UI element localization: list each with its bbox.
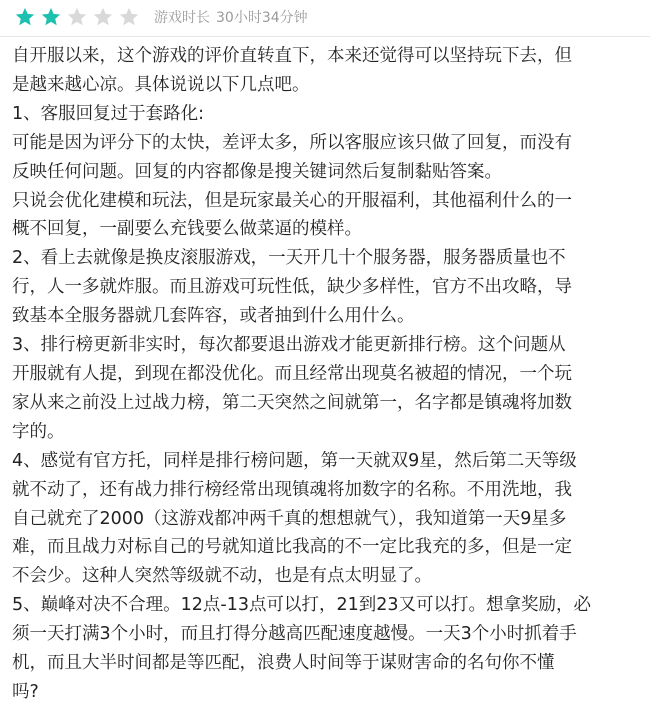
review-line: 须一天打满3个小时，而且打得分越高匹配速度越慢。一天3个小时抓着手 xyxy=(12,624,577,645)
review-line: 概不回复，一副要么充钱要么做菜逼的模样。 xyxy=(12,219,362,240)
playtime xyxy=(154,7,308,27)
playtime-value: 30小时34分钟 xyxy=(216,10,308,26)
review-header xyxy=(14,2,308,32)
review-line: 不会少。这种人突然等级就不动，也是有点太明显了。 xyxy=(12,566,432,587)
star-filled-icon xyxy=(40,6,62,28)
review-line: 自开服以来，这个游戏的评价直转直下，本来还觉得可以坚持玩下去，但 xyxy=(12,46,572,66)
header-divider xyxy=(0,36,650,37)
review-line: 3、排行榜更新非实时，每次都要退出游戏才能更新排行榜。这个问题从 xyxy=(12,335,566,356)
star-empty-icon xyxy=(92,6,114,28)
review-line: 难，而且战力对标自己的号就知道比我高的不一定比我充的多，但是一定 xyxy=(12,537,572,558)
review-line: 反映任何问题。回复的内容都像是搜关键词然后复制黏贴答案。 xyxy=(12,161,502,182)
review-line: 字的。 xyxy=(12,421,65,442)
star-empty-icon xyxy=(118,6,140,28)
star-filled-icon xyxy=(14,6,36,28)
review-line: 5、巅峰对决不合理。12点-13点可以打，21到23又可以打。想拿奖励，必 xyxy=(12,595,592,616)
review-line: 致基本全服务器就几套阵容，或者抽到什么用什么。 xyxy=(12,306,415,327)
review-line: 可能是因为评分下的太快，差评太多，所以客服应该只做了回复，而没有 xyxy=(12,132,572,153)
review-line: 机，而且大半时间都是等匹配，浪费人时间等于谋财害命的名句你不懂 xyxy=(12,653,555,674)
review-line: 只说会优化建模和玩法，但是玩家最关心的开服福利，其他福利什么的一 xyxy=(12,190,572,211)
review-line: 1、客服回复过于套路化: xyxy=(12,103,205,124)
star-rating xyxy=(14,6,140,28)
review-line: 开服就有人提，到现在都没优化。而且经常出现莫名被超的情况，一个玩 xyxy=(12,363,572,384)
playtime-label: 游戏时长 xyxy=(154,10,210,26)
review-line: 是越来越心凉。具体说说以下几点吧。 xyxy=(12,74,310,95)
review-line: 家从来之前没上过战力榜，第二天突然之间就第一，名字都是镇魂将加数 xyxy=(12,392,572,413)
review-line: 吗? xyxy=(12,681,39,702)
star-empty-icon xyxy=(66,6,88,28)
review-line: 行，人一多就炸服。而且游戏可玩性低，缺少多样性，官方不出攻略，导 xyxy=(12,277,572,298)
review-text xyxy=(12,42,640,707)
review-line: 自己就充了2000（这游戏都冲两千真的想想就气），我知道第一天9星多 xyxy=(12,508,567,529)
review-line: 2、看上去就像是换皮滚服游戏，一天开几十个服务器，服务器质量也不 xyxy=(12,248,566,269)
review-line: 就不动了，还有战力排行榜经常出现镇魂将加数字的名称。不用洗地，我 xyxy=(12,479,572,500)
review-line: 4、感觉有官方托，同样是排行榜问题，第一天就双9星，然后第二天等级 xyxy=(12,450,577,471)
